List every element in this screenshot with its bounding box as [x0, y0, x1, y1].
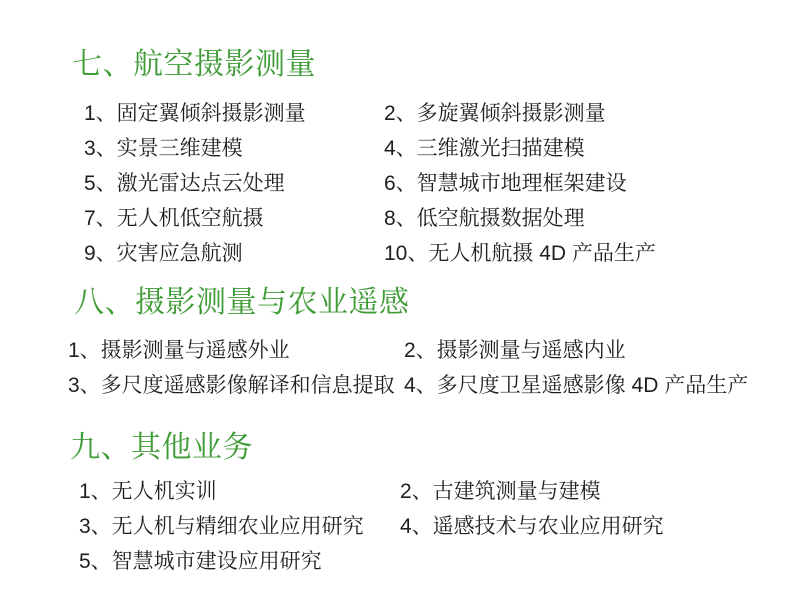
- section-list-aerial-photogrammetry: [0, 96, 800, 271]
- list-row: [0, 236, 800, 271]
- list-item: 3、无人机与精细农业应用研究: [79, 514, 364, 538]
- list-row: [0, 509, 800, 544]
- list-row: [0, 131, 800, 166]
- list-item: 5、激光雷达点云处理: [84, 171, 285, 195]
- list-item: 1、固定翼倾斜摄影测量: [84, 101, 306, 125]
- list-item: 1、无人机实训: [79, 479, 217, 503]
- list-item: 3、多尺度遥感影像解译和信息提取: [68, 373, 395, 397]
- list-item: 3、实景三维建模: [84, 136, 243, 160]
- list-row: [0, 368, 800, 403]
- list-item: 5、智慧城市建设应用研究: [79, 549, 322, 573]
- section-heading-aerial-photogrammetry: 七、航空摄影测量: [72, 48, 316, 81]
- list-item: 8、低空航摄数据处理: [384, 206, 585, 230]
- section-list-photogrammetry-agriculture: [0, 333, 800, 403]
- list-item: 6、智慧城市地理框架建设: [384, 171, 627, 195]
- list-item: 2、古建筑测量与建模: [400, 479, 601, 503]
- list-item: 1、摄影测量与遥感外业: [68, 338, 290, 362]
- list-item: 2、摄影测量与遥感内业: [404, 338, 626, 362]
- list-item: 4、遥感技术与农业应用研究: [400, 514, 664, 538]
- list-row: [0, 201, 800, 236]
- section-heading-photogrammetry-agriculture-remote-sensing: 八、摄影测量与农业遥感: [74, 286, 410, 319]
- list-item: 4、多尺度卫星遥感影像 4D 产品生产: [404, 373, 749, 397]
- list-item: 2、多旋翼倾斜摄影测量: [384, 101, 606, 125]
- list-item: 9、灾害应急航测: [84, 241, 243, 265]
- section-heading-other-business: 九、其他业务: [70, 431, 253, 464]
- list-row: [0, 333, 800, 368]
- section-list-other-business: [0, 474, 800, 579]
- list-row: [0, 166, 800, 201]
- list-row: [0, 474, 800, 509]
- list-item: 10、无人机航摄 4D 产品生产: [384, 241, 656, 265]
- list-row: [0, 96, 800, 131]
- list-row: [0, 544, 800, 579]
- list-item: 4、三维激光扫描建模: [384, 136, 585, 160]
- list-item: 7、无人机低空航摄: [84, 206, 264, 230]
